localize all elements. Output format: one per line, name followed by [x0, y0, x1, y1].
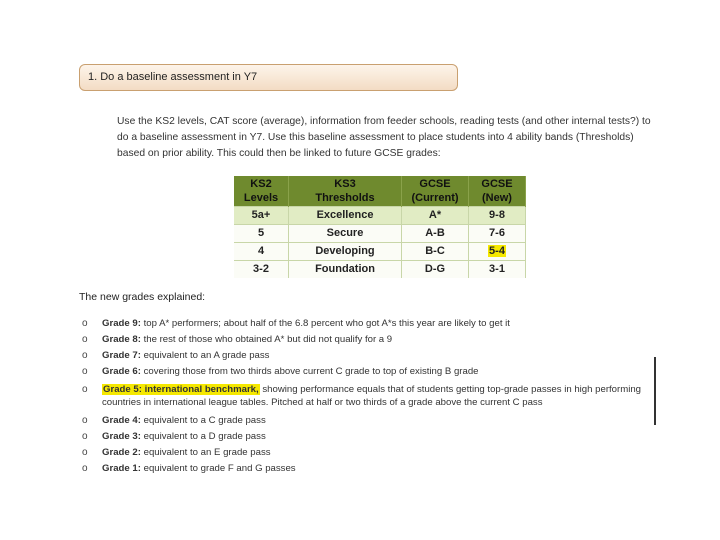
header-ks3: KS3 Thresholds — [289, 176, 402, 207]
bullet-icon: o — [82, 334, 88, 345]
section-title-box — [79, 64, 458, 91]
header-ks2: KS2 Levels — [234, 176, 289, 207]
bullet-icon: o — [82, 350, 88, 361]
list-item: o Grade 1: equivalent to grade F and G passes — [82, 463, 296, 474]
intro-paragraph: Use the KS2 levels, CAT score (average), information from feeder schools, reading tests (and other internal tests?) to do a baseline assessment in Y7. Use this baseline assessment to place students into 4 ability bands (Thresholds) based on prior ability. This could then be linked to future GCSE grades: — [117, 116, 651, 159]
bullet-icon: o — [82, 447, 88, 458]
list-item: o Grade 8: the rest of those who obtained A* but did not qualify for a 9 — [82, 334, 393, 345]
bullet-icon: o — [82, 463, 88, 474]
table-row — [234, 207, 526, 225]
list-item: o Grade 4: equivalent to a C grade pass — [82, 415, 266, 426]
table-cell: 5 — [234, 225, 289, 243]
list-item: o Grade 9: top A* performers; about half of the 6.8 percent who got A*s this year are likely to get it — [82, 318, 510, 329]
section-title: 1. Do a baseline assessment in Y7 — [88, 71, 258, 83]
table-header-row — [234, 176, 526, 207]
table-cell: A* — [402, 207, 469, 225]
list-item: o Grade 5: international benchmark, showing performance equals that of students getting top-grade passes in high performing countries in international league tables. Pitched at half or two thirds of a grade above the current C pass — [82, 384, 642, 408]
table-cell — [469, 243, 526, 261]
grade-mapping-table — [234, 176, 526, 278]
table-cell: 3-2 — [234, 261, 289, 279]
table-cell: Foundation — [289, 261, 402, 279]
table-cell: 9-8 — [469, 207, 526, 225]
explained-heading: The new grades explained: — [79, 291, 206, 303]
margin-rule — [654, 357, 656, 425]
highlighted-grade: 5-4 — [489, 245, 505, 257]
list-item: o Grade 7: equivalent to an A grade pass — [82, 350, 270, 361]
header-gcse-current: GCSE (Current) — [402, 176, 469, 207]
list-item: o Grade 3: equivalent to a D grade pass — [82, 431, 266, 442]
table-row — [234, 225, 526, 243]
table-cell: 3-1 — [469, 261, 526, 279]
table-cell: 4 — [234, 243, 289, 261]
benchmark-highlight: Grade 5: international benchmark, — [103, 384, 259, 395]
table-cell: B-C — [402, 243, 469, 261]
table-cell: D-G — [402, 261, 469, 279]
list-item: o Grade 6: covering those from two thirds above current C grade to top of existing B grade — [82, 366, 479, 377]
bullet-icon: o — [82, 384, 88, 395]
table-cell: Secure — [289, 225, 402, 243]
table-cell: A-B — [402, 225, 469, 243]
list-item: o Grade 2: equivalent to an E grade pass — [82, 447, 271, 458]
bullet-icon: o — [82, 431, 88, 442]
table-cell: 7-6 — [469, 225, 526, 243]
table-row — [234, 261, 526, 279]
bullet-icon: o — [82, 415, 88, 426]
table-row — [234, 243, 526, 261]
table-cell: 5a+ — [234, 207, 289, 225]
table-cell: Developing — [289, 243, 402, 261]
bullet-icon: o — [82, 318, 88, 329]
header-gcse-new: GCSE (New) — [469, 176, 526, 207]
grade-explanation-list — [79, 318, 649, 479]
bullet-icon: o — [82, 366, 88, 377]
table-cell: Excellence — [289, 207, 402, 225]
